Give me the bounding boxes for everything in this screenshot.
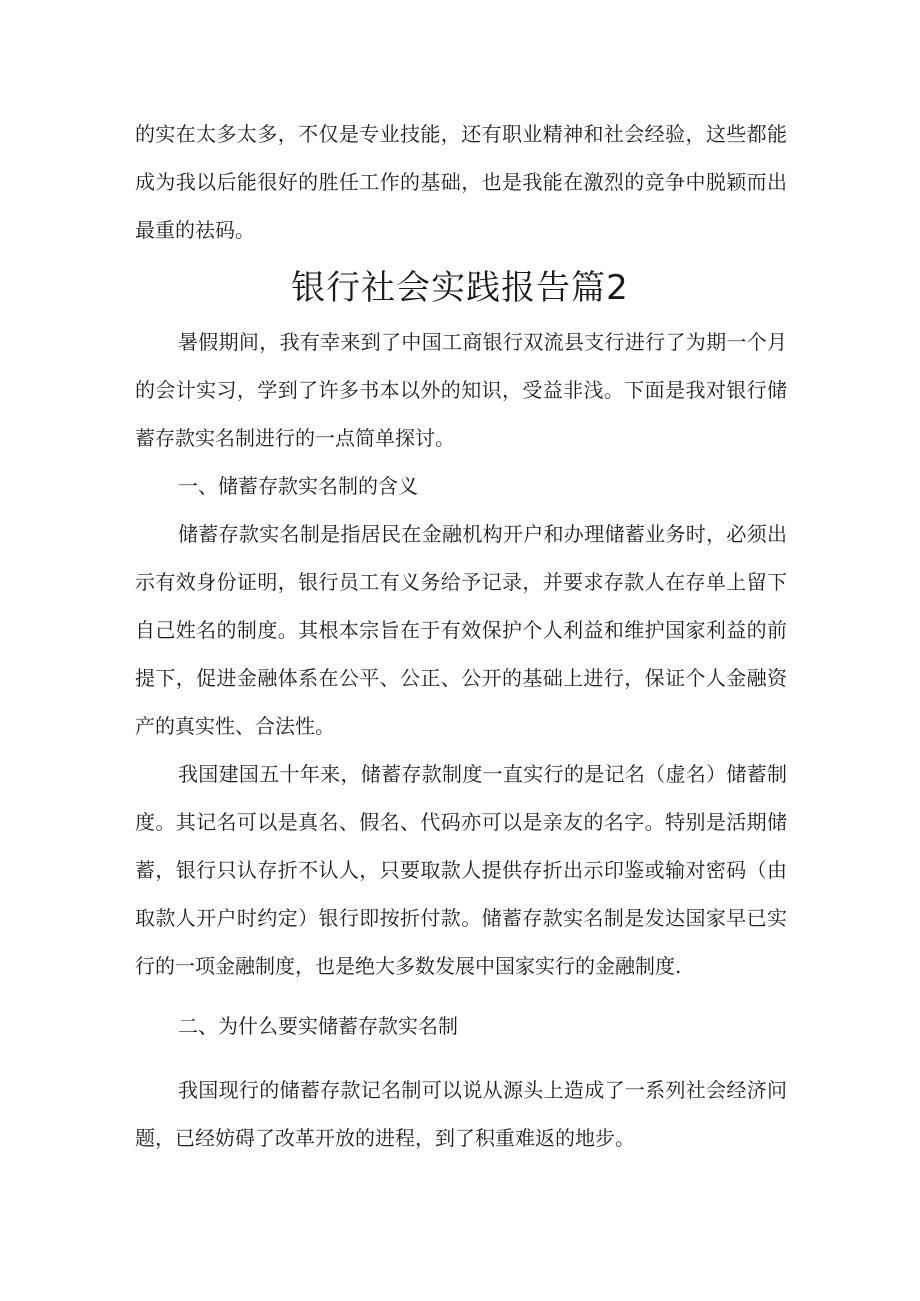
para3-line-5: 行的一项金融制度，也是绝大多数发展中国家实行的金融制度. (135, 954, 682, 978)
para3-line-2: 度。其记名可以是真名、假名、代码亦可以是亲友的名字。特别是活期储 (135, 810, 787, 834)
para2-line-5: 产的真实性、合法性。 (135, 714, 335, 738)
heading-2: 二、为什么要实储蓄存款实名制 (178, 1014, 458, 1038)
intro-line-3: 最重的祛码。 (135, 218, 255, 242)
para4-line-2: 题，已经妨碍了改革开放的进程，到了积重难返的地步。 (135, 1126, 635, 1150)
para2-line-2: 示有效身份证明，银行员工有义务给予记录，并要求存款人在存单上留下 (135, 570, 787, 594)
para3-line-3: 蓄，银行只认存折不认人，只要取款人提供存折出示印鉴或输对密码（由 (135, 858, 787, 882)
intro-line-2: 成为我以后能很好的胜任工作的基础，也是我能在激烈的竞争中脱颖而出 (135, 170, 787, 194)
para2-line-1: 储蓄存款实名制是指居民在金融机构开户和办理储蓄业务时，必须出 (178, 522, 787, 546)
para3-line-1: 我国建国五十年来，储蓄存款制度一直实行的是记名（虚名）储蓄制 (178, 762, 787, 786)
para2-line-4: 提下，促进金融体系在公平、公正、公开的基础上进行，保证个人金融资 (135, 666, 787, 690)
heading-1: 一、储蓄存款实名制的含义 (178, 474, 418, 498)
para2-line-3: 自己姓名的制度。其根本宗旨在于有效保护个人利益和维护国家利益的前 (135, 618, 787, 642)
para3-line-4: 取款人开户时约定）银行即按折付款。储蓄存款实名制是发达国家早已实 (135, 906, 787, 930)
para1-line-2: 的会计实习，学到了许多书本以外的知识，受益非浅。下面是我对银行储 (135, 378, 787, 402)
para1-line-1: 暑假期间，我有幸来到了中国工商银行双流县支行进行了为期一个月 (178, 330, 787, 354)
para4-line-1: 我国现行的储蓄存款记名制可以说从源头上造成了一系列社会经济问 (178, 1078, 787, 1102)
section-title: 银行社会实践报告篇2 (291, 268, 629, 308)
intro-line-1: 的实在太多太多，不仅是专业技能，还有职业精神和社会经验，这些都能 (135, 122, 787, 146)
para1-line-3: 蓄存款实名制进行的一点简单探讨。 (135, 426, 455, 450)
